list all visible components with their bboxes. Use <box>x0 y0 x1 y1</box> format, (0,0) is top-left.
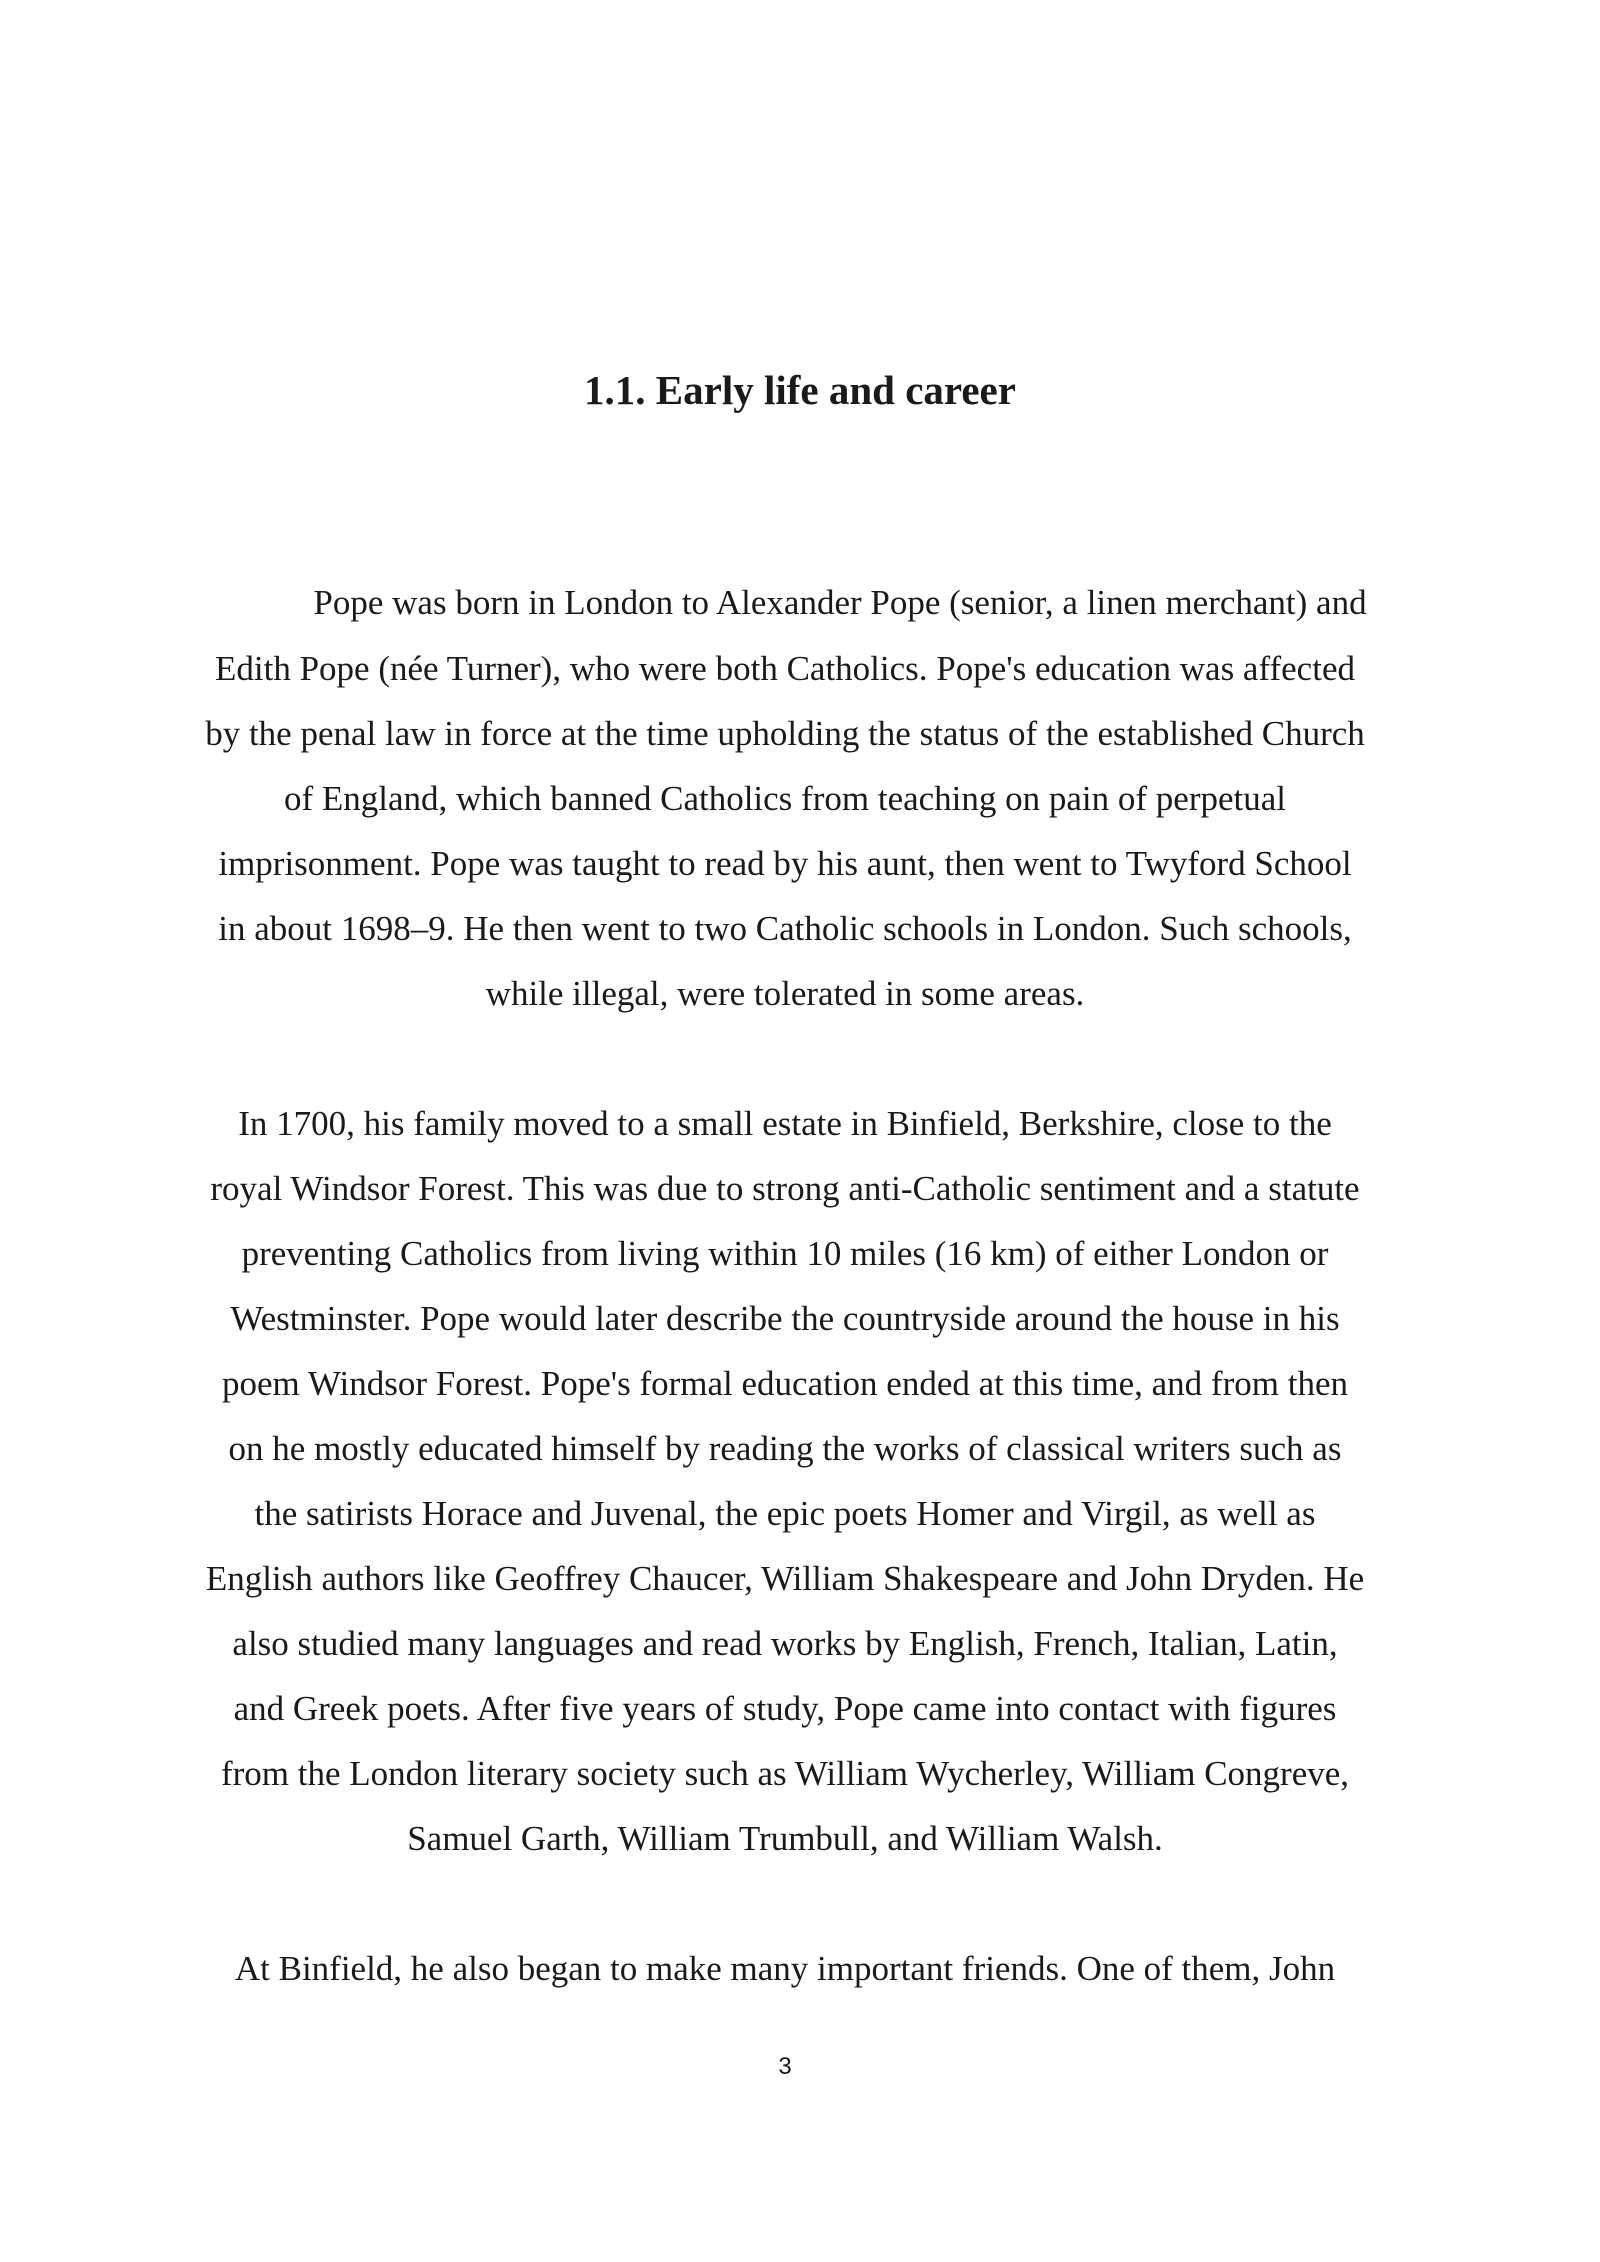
paragraph-1-line-4: of England, which banned Catholics from teaching on pain of perpetual <box>283 779 1287 818</box>
paragraph-3-line-1: At Binfield, he also began to make many important friends. One of them, John <box>234 1949 1336 1988</box>
paragraph-2-line-1: In 1700, his family moved to a small estate in Binfield, Berkshire, close to the <box>238 1104 1332 1143</box>
paragraph-1-line-2: Edith Pope (née Turner), who were both Catholics. Pope's education was affected <box>215 649 1355 688</box>
paragraph-2-line-8: English authors like Geoffrey Chaucer, William Shakespeare and John Dryden. He <box>205 1559 1365 1598</box>
paragraph-2-line-10: and Greek poets. After five years of study, Pope came into contact with figures <box>233 1689 1337 1728</box>
paragraph-2-line-2: royal Windsor Forest. This was due to strong anti-Catholic sentiment and a statute <box>210 1169 1360 1208</box>
paragraph-1-line-6: in about 1698–9. He then went to two Catholic schools in London. Such schools, <box>218 909 1352 948</box>
paragraph-2-line-3: preventing Catholics from living within 10 miles (16 km) of either London or <box>241 1234 1329 1273</box>
paragraph-2-line-9: also studied many languages and read works by English, French, Italian, Latin, <box>232 1624 1338 1663</box>
paragraph-1-line-7: while illegal, were tolerated in some areas. <box>485 974 1085 1013</box>
paragraph-1-line-1: Pope was born in London to Alexander Pope (senior, a linen merchant) and <box>313 583 1367 622</box>
page-number: 3 <box>778 2053 792 2080</box>
paragraph-2-line-7: the satirists Horace and Juvenal, the epic poets Homer and Virgil, as well as <box>254 1494 1316 1533</box>
section-heading: 1.1. Early life and career <box>584 367 1016 413</box>
paragraph-2-line-4: Westminster. Pope would later describe the countryside around the house in his <box>230 1299 1340 1338</box>
paragraph-2-line-6: on he mostly educated himself by reading the works of classical writers such as <box>228 1429 1342 1468</box>
paragraph-1-line-3: by the penal law in force at the time upholding the status of the established Church <box>205 714 1365 753</box>
paragraph-2-line-12: Samuel Garth, William Trumbull, and William Walsh. <box>407 1819 1163 1858</box>
paragraph-1-line-5: imprisonment. Pope was taught to read by his aunt, then went to Twyford School <box>218 844 1352 883</box>
paragraph-2-line-5: poem Windsor Forest. Pope's formal education ended at this time, and from then <box>222 1364 1348 1403</box>
paragraph-2-line-11: from the London literary society such as William Wycherley, William Congreve, <box>220 1754 1350 1793</box>
